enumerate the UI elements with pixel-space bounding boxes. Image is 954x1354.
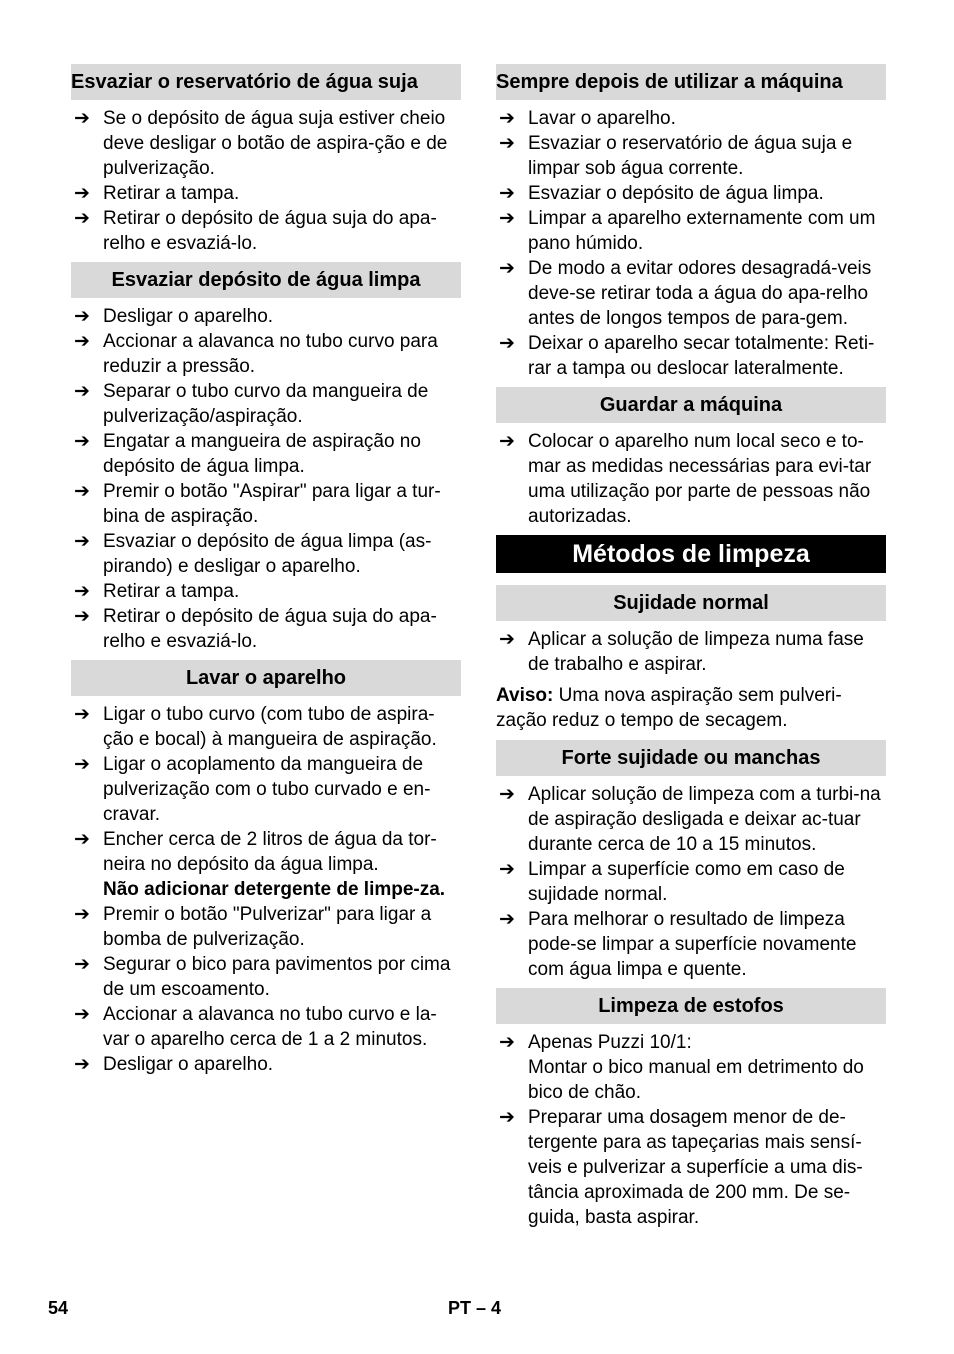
section-heading: Guardar a máquina bbox=[496, 387, 886, 423]
arrow-icon: ➔ bbox=[74, 208, 90, 229]
instruction-list bbox=[496, 429, 886, 529]
arrow-icon: ➔ bbox=[499, 1107, 515, 1128]
chapter-title: Métodos de limpeza bbox=[496, 535, 886, 573]
page-footer-label bbox=[448, 1298, 501, 1319]
list-item: ➔ Retirar o depósito de água suja do apa-relho e esvaziá-lo. bbox=[74, 606, 437, 652]
arrow-icon: ➔ bbox=[74, 954, 90, 975]
arrow-icon: ➔ bbox=[74, 481, 90, 502]
arrow-icon: ➔ bbox=[74, 431, 90, 452]
note-paragraph: Aviso: Uma nova aspiração sem pulveri-zação reduz o tempo de secagem. bbox=[496, 685, 842, 731]
list-item: ➔ Desligar o aparelho. bbox=[74, 1054, 274, 1075]
section-heading: Lavar o aparelho bbox=[71, 660, 461, 696]
arrow-icon: ➔ bbox=[74, 606, 90, 627]
list-item: ➔ Retirar a tampa. bbox=[74, 581, 240, 602]
arrow-icon: ➔ bbox=[499, 333, 515, 354]
arrow-icon: ➔ bbox=[74, 306, 90, 327]
arrow-icon: ➔ bbox=[499, 208, 515, 229]
list-item: ➔ Premir o botão "Aspirar" para ligar a tur-bina de aspiração. bbox=[74, 481, 441, 527]
instruction-list bbox=[71, 702, 461, 1077]
arrow-icon: ➔ bbox=[499, 1032, 515, 1053]
list-item: ➔ Ligar o acoplamento da mangueira de pulverização com o tubo curvado e en-cravar. bbox=[74, 754, 431, 825]
list-item: ➔ Ligar o tubo curvo (com tubo de aspira-ção e bocal) à mangueira de aspiração. bbox=[74, 704, 437, 750]
arrow-icon: ➔ bbox=[499, 183, 515, 204]
list-item: ➔ Esvaziar o depósito de água limpa (as-pirando) e desligar o aparelho. bbox=[74, 531, 432, 577]
list-item-continuation: Montar o bico manual em detrimento do bico de chão. bbox=[528, 1057, 864, 1103]
arrow-icon: ➔ bbox=[74, 754, 90, 775]
list-item: ➔ Se o depósito de água suja estiver cheio deve desligar o botão de aspira-ção e de pulverização. bbox=[74, 108, 448, 179]
arrow-icon: ➔ bbox=[74, 108, 90, 129]
section-heading: Limpeza de estofos bbox=[496, 988, 886, 1024]
arrow-icon: ➔ bbox=[74, 531, 90, 552]
list-item: ➔ Aplicar solução de limpeza com a turbi-na de aspiração desligada e deixar ac-tuar durante cerca de 10 a 15 minutos. bbox=[499, 784, 881, 855]
list-item: ➔ Lavar o aparelho. bbox=[499, 108, 676, 129]
section-heading: Forte sujidade ou manchas bbox=[496, 740, 886, 776]
list-item: ➔ Premir o botão "Pulverizar" para ligar a bomba de pulverização. bbox=[74, 904, 432, 950]
arrow-icon: ➔ bbox=[74, 904, 90, 925]
list-item: ➔ Colocar o aparelho num local seco e to-mar as medidas necessárias para evi-tar uma utilização por parte de pessoas não autorizadas. bbox=[499, 431, 872, 527]
list-item: ➔ Retirar a tampa. bbox=[74, 183, 240, 204]
instruction-list bbox=[71, 106, 461, 256]
arrow-icon: ➔ bbox=[499, 133, 515, 154]
arrow-icon: ➔ bbox=[74, 581, 90, 602]
arrow-icon: ➔ bbox=[74, 183, 90, 204]
list-item: ➔ Engatar a mangueira de aspiração no depósito de água limpa. bbox=[74, 431, 421, 477]
arrow-icon: ➔ bbox=[74, 381, 90, 402]
section-heading: Sujidade normal bbox=[496, 585, 886, 621]
warning-note: Não adicionar detergente de limpe-za. bbox=[103, 879, 446, 900]
arrow-icon: ➔ bbox=[74, 1004, 90, 1025]
list-item: ➔ Para melhorar o resultado de limpeza pode-se limpar a superfície novamente com água limpa e quente. bbox=[499, 909, 857, 980]
list-item: ➔ Desligar o aparelho. bbox=[74, 306, 274, 327]
arrow-icon: ➔ bbox=[74, 704, 90, 725]
list-item: ➔ Retirar o depósito de água suja do apa-relho e esvaziá-lo. bbox=[74, 208, 437, 254]
list-item: ➔ Limpar a aparelho externamente com um pano húmido. bbox=[499, 208, 876, 254]
list-item: ➔ Esvaziar o reservatório de água suja e limpar sob água corrente. bbox=[499, 133, 853, 179]
list-item: ➔ Limpar a superfície como em caso de sujidade normal. bbox=[499, 859, 845, 905]
arrow-icon: ➔ bbox=[74, 829, 90, 850]
arrow-icon: ➔ bbox=[499, 629, 515, 650]
instruction-list bbox=[496, 1030, 886, 1230]
arrow-icon: ➔ bbox=[74, 331, 90, 352]
section-heading: Sempre depois de utilizar a máquina bbox=[496, 64, 886, 100]
arrow-icon: ➔ bbox=[499, 258, 515, 279]
list-item: ➔ Esvaziar o depósito de água limpa. bbox=[499, 183, 824, 204]
arrow-icon: ➔ bbox=[74, 1054, 90, 1075]
section-heading: Esvaziar o reservatório de água suja bbox=[71, 64, 461, 100]
list-item: ➔ Accionar a alavanca no tubo curvo e la-var o aparelho cerca de 1 a 2 minutos. bbox=[74, 1004, 437, 1050]
list-item: ➔ Preparar uma dosagem menor de de-tergente para as tapeçarias mais sensí-veis e pulverizar a superfície a uma dis-tância aproximada de 200 mm. De se-guida, basta aspirar. bbox=[499, 1107, 863, 1228]
instruction-list bbox=[496, 106, 886, 381]
section-number: – 4 bbox=[476, 1298, 502, 1318]
arrow-icon: ➔ bbox=[499, 108, 515, 129]
list-item: ➔ Separar o tubo curvo da mangueira de pulverização/aspiração. bbox=[74, 381, 429, 427]
instruction-list bbox=[496, 627, 886, 677]
list-item: ➔ Accionar a alavanca no tubo curvo para reduzir a pressão. bbox=[74, 331, 438, 377]
language-code: PT bbox=[448, 1298, 472, 1318]
list-item: ➔ Segurar o bico para pavimentos por cima de um escoamento. bbox=[74, 954, 451, 1000]
list-item: ➔ Aplicar a solução de limpeza numa fase de trabalho e aspirar. bbox=[499, 629, 864, 675]
note-label: Aviso: bbox=[496, 685, 554, 706]
list-item: ➔ Encher cerca de 2 litros de água da tor-neira no depósito da água limpa. Não adicionar detergente de limpe-za. bbox=[71, 827, 461, 902]
right-column bbox=[496, 64, 886, 1236]
section-heading: Esvaziar depósito de água limpa bbox=[71, 262, 461, 298]
page-number: 54 bbox=[48, 1298, 69, 1318]
arrow-icon: ➔ bbox=[499, 784, 515, 805]
left-column bbox=[71, 64, 461, 1083]
list-item: ➔ De modo a evitar odores desagradá-veis deve-se retirar toda a água do apa-relho antes de longos tempos de para-gem. bbox=[499, 258, 872, 329]
instruction-list bbox=[496, 782, 886, 982]
arrow-icon: ➔ bbox=[499, 909, 515, 930]
list-item: ➔ Deixar o aparelho secar totalmente: Reti-rar a tampa ou deslocar lateralmente. bbox=[499, 333, 875, 379]
list-item: ➔ Apenas Puzzi 10/1: Montar o bico manual em detrimento do bico de chão. bbox=[496, 1030, 886, 1105]
arrow-icon: ➔ bbox=[499, 859, 515, 880]
arrow-icon: ➔ bbox=[499, 431, 515, 452]
instruction-list bbox=[71, 304, 461, 654]
